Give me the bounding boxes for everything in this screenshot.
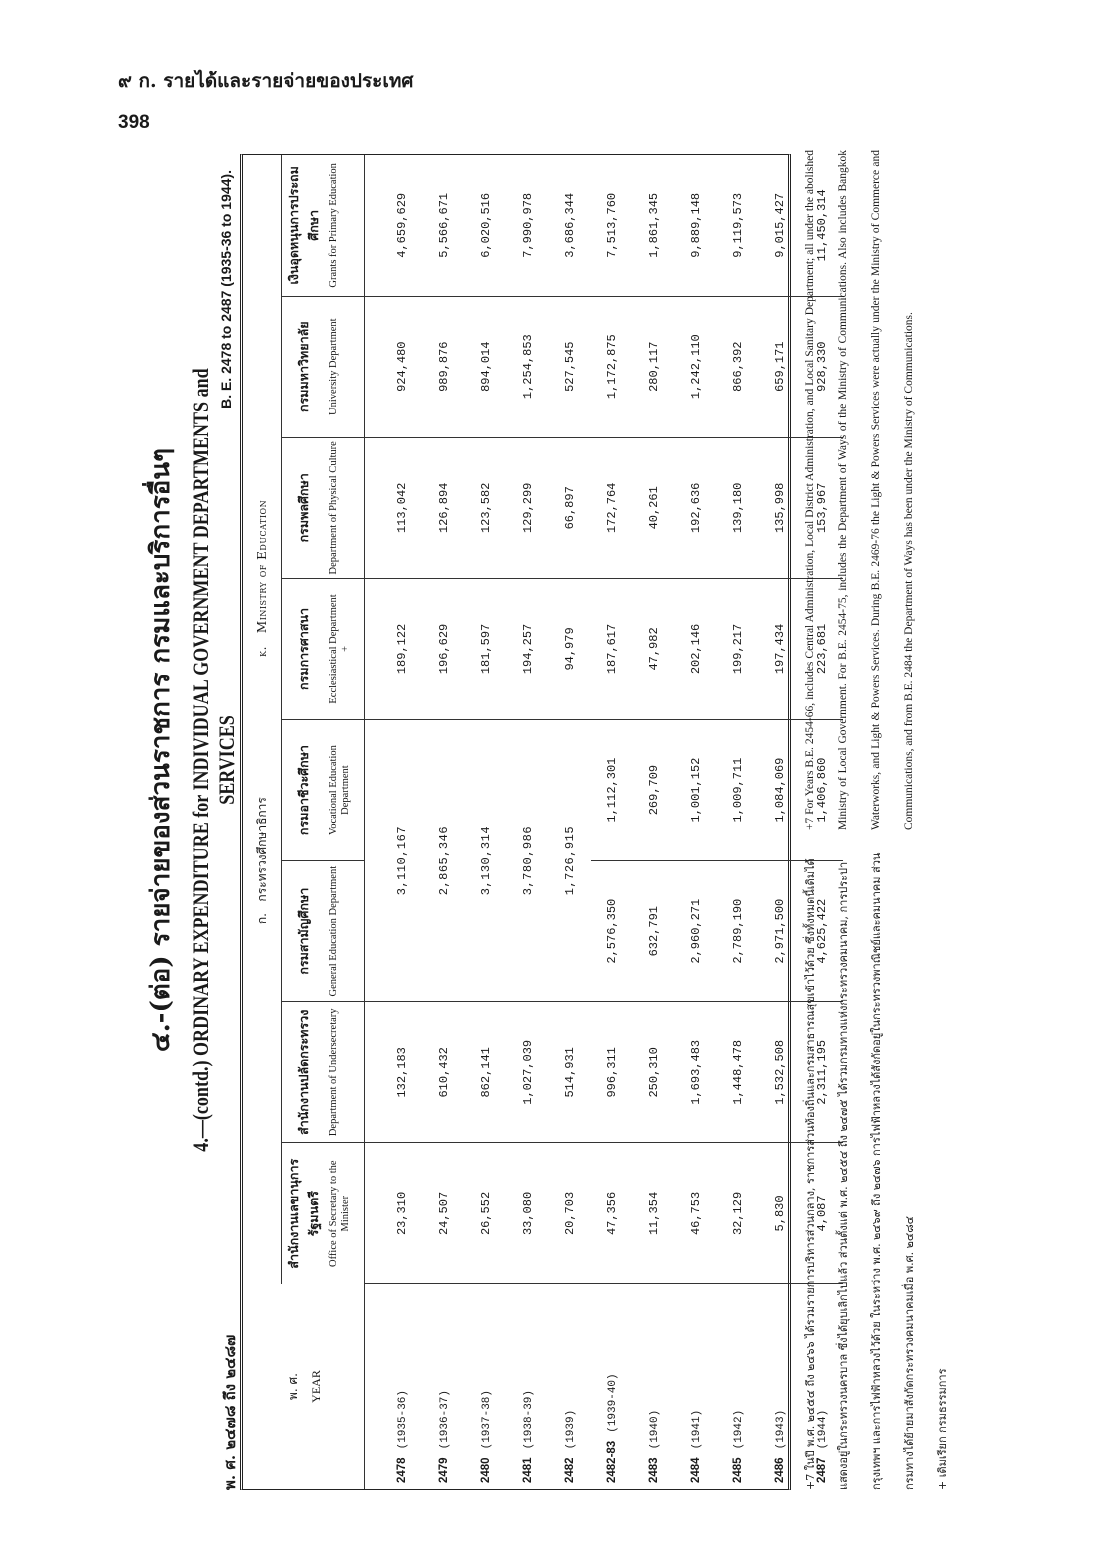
value-cell: 66,897 [549, 437, 591, 578]
year-ce: (1940) [648, 1409, 661, 1450]
value-cell: 5,566,671 [423, 155, 465, 296]
value-cell: 2,576,350 [591, 861, 633, 1002]
value-cell: 47,356 [591, 1143, 633, 1284]
value-cell: 20,703 [549, 1143, 591, 1284]
ministry-group-english [243, 437, 282, 719]
footnote-thai-1: +7 ในปี พ.ศ. ๒๔๕๔ ถึง ๒๔๖๖ ได้รวมรายการบริหารส่วนกลาง, ราชการส่วนท้องถิ่นและกรมสาธารณสุขเข้าไว้ด้วย ซึ่งทั้งหมดนี้เดิมได้แสดงอยู่ในกระทรวงนครบาล ซึ่งได้ยุบเลิกไปแล้ว ส่วนตั้งแต่ พ.ศ. ๒๔๕๔ ถึง ๒๔๗๕ ได้รวมกรมทางแห่งกระทรวงคมนาคม, การประปากรุงเทพฯ และการไฟฟ้าหลวงไว้ด้วย ในระหว่าง พ.ศ. ๒๔๖๙ ถึง ๒๔๗๖ การไฟฟ้าหลวงได้สังกัดอยู่ในกระทรวงพาณิชย์และคมนาคม ส่วนกรมทางได้ย้ายมาสังกัดกระทรวงคมนาคมเมื่อ พ.ศ. ๒๔๘๔ [804, 852, 916, 1490]
value-cell: 928,330 [801, 296, 843, 437]
value-cell: 113,042 [365, 437, 424, 578]
column-header-english: Office of Secretary to the Minister [326, 1143, 365, 1284]
footnote-mark: + [340, 645, 351, 652]
year-be: 2487 [815, 1457, 828, 1483]
column-header-thai: เงินอุดหนุนการประถมศึกษา [282, 155, 327, 296]
column-header-english: Department of Physical Culture [326, 437, 365, 578]
value-cell: 280,117 [633, 296, 675, 437]
value-cell: 199,217 [717, 578, 759, 719]
value-cell: 1,861,345 [633, 155, 675, 296]
value-cell: 1,112,301 [591, 720, 633, 861]
value-cell: 862,141 [465, 1002, 507, 1143]
year-cell [717, 1284, 759, 1489]
value-cell: 94,979 [549, 578, 591, 719]
year-ce: (1942) [732, 1409, 745, 1450]
value-cell: 135,998 [759, 437, 801, 578]
value-cell: 5,830 [759, 1143, 801, 1284]
ministry-group-thai [243, 720, 282, 1002]
year-be: 2484 [689, 1457, 702, 1483]
ministry-group-english-label: Ministry of Education [255, 499, 269, 634]
value-cell: 996,311 [591, 1002, 633, 1143]
value-cell: 202,146 [675, 578, 717, 719]
year-be: 2482 [563, 1457, 576, 1483]
value-cell: 46,753 [675, 1143, 717, 1284]
value-cell: 11,450,314 [801, 155, 843, 296]
table-row [365, 155, 424, 1489]
table-row [423, 155, 465, 1489]
year-range-thai: พ. ศ. ๒๔๗๘ ถึง ๒๔๘๗ [221, 1334, 239, 1490]
value-cell: 172,764 [591, 437, 633, 578]
value-cell: 1,532,508 [759, 1002, 801, 1143]
column-header-thai: กรมพลศึกษา [282, 437, 327, 578]
value-cell: 9,889,148 [675, 155, 717, 296]
column-header-english: Department of Undersecretary [326, 1002, 365, 1143]
value-cell: 527,545 [549, 296, 591, 437]
year-cell [365, 1284, 424, 1489]
year-cell [423, 1284, 465, 1489]
value-cell: 866,392 [717, 296, 759, 437]
year-ce: (1939-40) [606, 1373, 619, 1433]
value-cell: 132,183 [365, 1002, 424, 1143]
value-cell: 139,180 [717, 437, 759, 578]
column-header-thai: กรมมหาวิทยาลัย [282, 296, 327, 437]
year-ce: (1939) [564, 1409, 577, 1450]
table-row [717, 155, 759, 1489]
column-header-thai: สำนักงานเลขานุการรัฐมนตรี [286, 1158, 321, 1269]
value-cell: 1,172,875 [591, 296, 633, 437]
value-cell: 1,448,478 [717, 1002, 759, 1143]
value-cell: 924,480 [365, 296, 424, 437]
value-cell: 9,119,573 [717, 155, 759, 296]
table-row [507, 155, 549, 1489]
table-body [365, 155, 844, 1489]
column-header-english-label: Ecclesiastical Department [328, 594, 339, 704]
table-row [591, 155, 633, 1489]
expenditure-table [240, 154, 829, 1490]
year-ce: (1937-38) [480, 1389, 493, 1450]
table-row [633, 155, 675, 1489]
value-cell: 40,261 [633, 437, 675, 578]
running-header: ๙ ก. รายได้และรายจ่ายของประเทศ [118, 70, 414, 92]
value-cell: 2,311,195 [801, 1002, 843, 1143]
value-cell: 3,686,344 [549, 155, 591, 296]
value-cell: 2,789,190 [717, 861, 759, 1002]
rotated-page-content [140, 90, 1000, 1490]
value-cell: 1,406,860 [801, 720, 843, 861]
column-header-english: General Education Department [326, 861, 365, 1002]
column-header-thai: กรมสามัญศึกษา [282, 861, 327, 1002]
year-cell [633, 1284, 675, 1489]
value-cell: 1,027,039 [507, 1002, 549, 1143]
year-cell [465, 1284, 507, 1489]
value-cell: 2,865,346 [423, 720, 465, 1002]
value-cell: 1,726,915 [549, 720, 591, 1002]
value-cell: 47,982 [633, 578, 675, 719]
table-row [549, 155, 591, 1489]
value-cell: 26,552 [465, 1143, 507, 1284]
year-range-english: B. E. 2478 to 2487 (1935-36 to 1944). [218, 170, 234, 409]
footnotes-english [794, 150, 926, 830]
footnote-english-1: +7 For Years B.E. 2454-66, includes Central Administration, Local District Administration, and Local Sanitary Department; all under the abolished Ministry of Local Government. For B.E. 2454-75, includes the Department of Ways of the Ministry of Communications. Also includes Bangkok Waterworks, and Light & Powers Services. During B.E. 2469-76 the Light & Powers Services were actually under the Ministry of Commerce and Communications, and from B.E. 2484 the Department of Ways has been under the Ministry of Communications. [804, 150, 915, 830]
value-cell: 23,310 [365, 1143, 424, 1284]
value-cell: 192,636 [675, 437, 717, 578]
year-ce: (1941) [690, 1409, 703, 1450]
page-number: 398 [118, 112, 150, 133]
value-cell: 11,354 [633, 1143, 675, 1284]
value-cell: 24,507 [423, 1143, 465, 1284]
value-cell: 894,014 [465, 296, 507, 437]
value-cell: 1,242,110 [675, 296, 717, 437]
value-cell: 194,257 [507, 578, 549, 719]
year-header [243, 1284, 365, 1489]
value-cell: 610,432 [423, 1002, 465, 1143]
column-header-thai: สำนักงานปลัดกระทรวง [282, 1002, 327, 1143]
year-cell [549, 1284, 591, 1489]
value-cell: 223,681 [801, 578, 843, 719]
value-cell: 7,990,978 [507, 155, 549, 296]
column-header-english: Vocational Education Department [326, 720, 365, 861]
column-header-english: Grants for Primary Education [326, 155, 365, 296]
value-cell: 189,122 [365, 578, 424, 719]
value-cell: 659,171 [759, 296, 801, 437]
value-cell: 632,791 [633, 861, 675, 1002]
year-be: 2482-83 [605, 1440, 618, 1483]
value-cell: 126,894 [423, 437, 465, 578]
value-cell: 196,629 [423, 578, 465, 719]
year-cell [675, 1284, 717, 1489]
year-ce: (1944) [816, 1409, 829, 1450]
value-cell: 989,876 [423, 296, 465, 437]
value-cell: 514,931 [549, 1002, 591, 1143]
year-be: 2480 [479, 1457, 492, 1483]
value-cell: 1,001,152 [675, 720, 717, 861]
value-cell: 1,693,483 [675, 1002, 717, 1143]
value-cell: 3,780,986 [507, 720, 549, 1002]
value-cell: 1,084,069 [759, 720, 801, 861]
column-header-thai: กรมอาชีวะศึกษา [282, 720, 327, 861]
year-ce: (1936-37) [438, 1389, 451, 1450]
year-be: 2479 [437, 1457, 450, 1483]
value-cell: 187,617 [591, 578, 633, 719]
value-cell: 1,254,853 [507, 296, 549, 437]
value-cell: 6,020,516 [465, 155, 507, 296]
value-cell: 129,299 [507, 437, 549, 578]
column-header-english [326, 578, 365, 719]
year-ce: (1935-36) [396, 1389, 409, 1450]
column-header-thai: กรมการศาสนา [282, 578, 327, 719]
value-cell: 9,015,427 [759, 155, 801, 296]
year-ce: (1938-39) [522, 1389, 535, 1450]
year-ce: (1943) [774, 1409, 787, 1450]
table-row [675, 155, 717, 1489]
table-row [465, 155, 507, 1489]
value-cell: 123,582 [465, 437, 507, 578]
value-cell: 3,110,167 [365, 720, 424, 1002]
year-cell [507, 1284, 549, 1489]
value-cell: 250,310 [633, 1002, 675, 1143]
value-cell: 181,597 [465, 578, 507, 719]
ministry-group-thai-marker: ก. [254, 913, 269, 925]
year-header-thai: พ. ศ. [285, 1373, 300, 1400]
value-cell: 2,960,271 [675, 861, 717, 1002]
year-be: 2481 [521, 1457, 534, 1483]
ministry-group-thai-label: กระทรวงศึกษาธิการ [254, 797, 269, 902]
table-title-thai: ๔.-(ต่อ) รายจ่ายของส่วนราชการ กรมและบริการอื่นๆ [146, 447, 176, 1053]
value-cell: 269,709 [633, 720, 675, 861]
footnotes-thai [794, 840, 959, 1490]
ministry-group-english-marker: k. [255, 646, 269, 657]
column-header-english: University Department [326, 296, 365, 437]
value-cell: 1,009,711 [717, 720, 759, 861]
year-cell [591, 1284, 633, 1489]
value-cell: 7,513,760 [591, 155, 633, 296]
footnote-thai-2: + เดิมเรียก กรมธรรมการ [936, 1368, 949, 1490]
value-cell: 4,087 [801, 1143, 843, 1284]
value-cell: 33,080 [507, 1143, 549, 1284]
year-be: 2478 [395, 1457, 408, 1483]
table-title-english: 4.—(contd.) ORDINARY EXPENDITURE for INDIVIDUAL GOVERNMENT DEPARTMENTS and SERVICES [188, 368, 239, 1152]
year-be: 2483 [647, 1457, 660, 1483]
value-cell: 2,971,500 [759, 861, 801, 1002]
year-be: 2486 [773, 1457, 786, 1483]
year-be: 2485 [731, 1457, 744, 1483]
value-cell: 32,129 [717, 1143, 759, 1284]
value-cell: 153,967 [801, 437, 843, 578]
year-header-english: YEAR [308, 1370, 323, 1403]
value-cell: 3,130,314 [465, 720, 507, 1002]
value-cell: 197,434 [759, 578, 801, 719]
value-cell: 4,659,629 [365, 155, 424, 296]
value-cell: 4,625,422 [801, 861, 843, 1002]
